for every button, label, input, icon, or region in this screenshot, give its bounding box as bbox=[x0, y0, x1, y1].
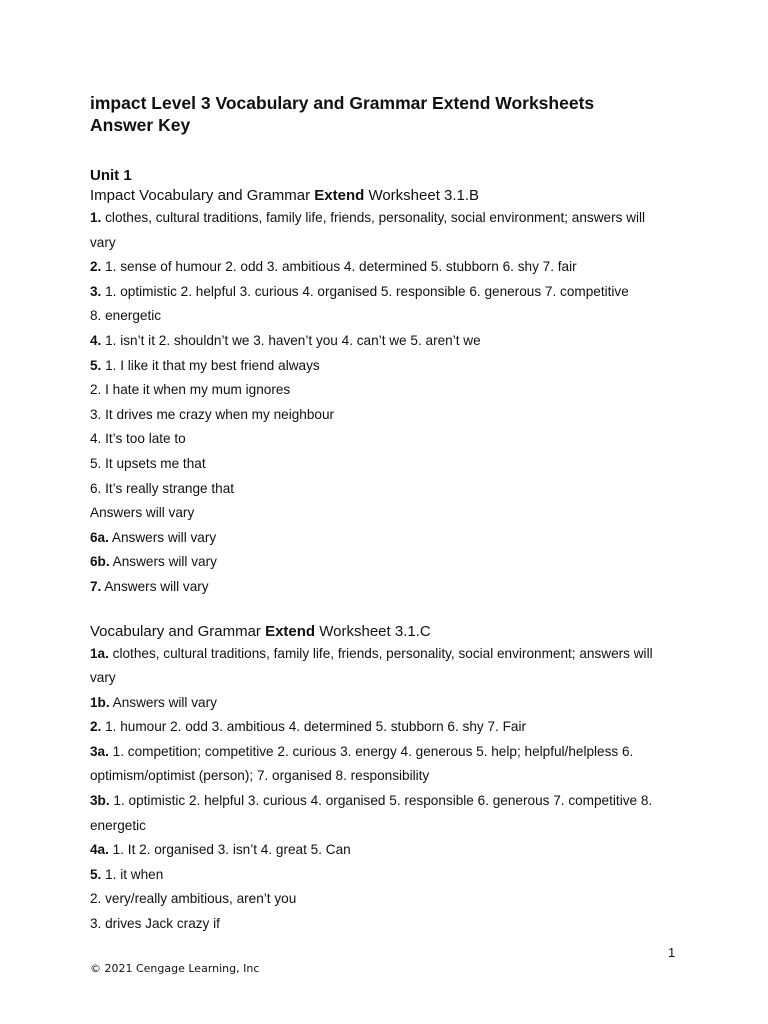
worksheet-heading-emphasis: Extend bbox=[314, 187, 365, 204]
question-number: 6a. bbox=[90, 529, 109, 545]
answer-line bbox=[90, 427, 690, 452]
answer-text: 1. I like it that my best friend always bbox=[101, 357, 320, 373]
answer-text: 3. drives Jack crazy if bbox=[90, 916, 220, 932]
answer-text: 1. sense of humour 2. odd 3. ambitious 4. determined 5. stubborn 6. shy 7. fair bbox=[101, 259, 577, 275]
question-number: 2. bbox=[90, 719, 102, 735]
answer-line bbox=[90, 814, 690, 839]
worksheet-heading bbox=[90, 186, 690, 206]
title-line-2: Answer Key bbox=[90, 115, 191, 135]
answer-key-page bbox=[90, 92, 690, 937]
answer-text: 1. it when bbox=[101, 866, 164, 882]
answer-text: 1. competition; competitive 2. curious 3. energy 4. generous 5. help; helpful/helpless 6. bbox=[108, 743, 634, 759]
question-number: 4a. bbox=[90, 842, 109, 858]
answer-text: Answers will vary bbox=[109, 694, 217, 710]
question-number: 3b. bbox=[90, 793, 110, 809]
document-title bbox=[90, 92, 690, 136]
question-number: 3. bbox=[90, 283, 102, 299]
answer-line bbox=[90, 887, 690, 912]
answer-line bbox=[90, 255, 690, 280]
answer-line bbox=[90, 403, 690, 428]
answer-text: 2. I hate it when my mum ignores bbox=[90, 382, 291, 398]
title-line-1: impact Level 3 Vocabulary and Grammar Extend Worksheets bbox=[90, 93, 595, 113]
answer-line bbox=[90, 789, 690, 814]
answer-line bbox=[90, 740, 690, 765]
worksheet-heading bbox=[90, 622, 690, 642]
answer-text: 1. optimistic 2. helpful 3. curious 4. organised 5. responsible 6. generous 7. competitive bbox=[101, 283, 629, 299]
question-number: 5. bbox=[90, 357, 102, 373]
answer-text: 1. humour 2. odd 3. ambitious 4. determined 5. stubborn 6. shy 7. Fair bbox=[101, 719, 527, 735]
answer-line bbox=[90, 452, 690, 477]
answer-text: 2. very/really ambitious, aren’t you bbox=[90, 891, 297, 907]
worksheet-heading-text: Vocabulary and Grammar bbox=[90, 622, 266, 640]
answer-text: Answers will vary bbox=[109, 554, 217, 570]
answer-text: vary bbox=[90, 234, 116, 250]
answer-line bbox=[90, 231, 690, 256]
question-number: 1. bbox=[90, 210, 102, 225]
worksheet-heading-text: Impact Vocabulary and Grammar bbox=[90, 187, 315, 204]
answer-text: vary bbox=[90, 670, 116, 686]
worksheet-sections bbox=[90, 186, 690, 937]
unit-heading: Unit 1 bbox=[90, 167, 132, 184]
answer-line bbox=[90, 642, 690, 667]
answer-line bbox=[90, 691, 690, 716]
question-number: 7. bbox=[90, 578, 102, 594]
question-number: 1b. bbox=[90, 694, 110, 710]
answer-text: 6. It’s really strange that bbox=[90, 480, 235, 496]
question-number: 5. bbox=[90, 866, 102, 882]
answer-line bbox=[90, 764, 690, 789]
worksheet-heading-emphasis: Extend bbox=[265, 622, 316, 640]
page-number: 1 bbox=[668, 945, 676, 960]
answer-text: 5. It upsets me that bbox=[90, 455, 206, 471]
answer-text: 4. It’s too late to bbox=[90, 431, 186, 447]
answer-text: optimism/optimist (person); 7. organised 8. responsibility bbox=[90, 768, 430, 784]
answer-line bbox=[90, 477, 690, 502]
copyright-footer: © 2021 Cengage Learning, Inc bbox=[90, 962, 260, 975]
answer-line bbox=[90, 206, 690, 231]
answer-text: clothes, cultural traditions, family life, friends, personality, social environment; answers will bbox=[108, 645, 653, 661]
answer-line bbox=[90, 354, 690, 379]
answer-line bbox=[90, 838, 690, 863]
answer-text: clothes, cultural traditions, family life, friends, personality, social environment; answers will bbox=[101, 210, 646, 225]
question-number: 2. bbox=[90, 259, 102, 275]
answer-text: Answers will vary bbox=[101, 578, 209, 594]
question-number: 1a. bbox=[90, 645, 109, 661]
answer-line bbox=[90, 550, 690, 575]
answer-line bbox=[90, 666, 690, 691]
answer-line bbox=[90, 526, 690, 551]
answer-text: 8. energetic bbox=[90, 308, 162, 324]
answer-line bbox=[90, 912, 690, 937]
answer-line bbox=[90, 304, 690, 329]
worksheet-heading-text: Worksheet 3.1.B bbox=[364, 187, 480, 204]
question-number: 4. bbox=[90, 332, 102, 348]
worksheet-heading-text: Worksheet 3.1.C bbox=[315, 622, 431, 640]
answer-text: 1. isn’t it 2. shouldn’t we 3. haven’t you 4. can’t we 5. aren’t we bbox=[101, 332, 481, 348]
question-number: 6b. bbox=[90, 554, 110, 570]
answer-line bbox=[90, 715, 690, 740]
answer-text: Answers will vary bbox=[108, 529, 217, 545]
answer-line bbox=[90, 575, 690, 600]
question-number: 3a. bbox=[90, 743, 109, 759]
answer-text: 3. It drives me crazy when my neighbour bbox=[90, 406, 335, 422]
answer-line bbox=[90, 329, 690, 354]
answer-line bbox=[90, 280, 690, 305]
answer-text: Answers will vary bbox=[90, 505, 195, 521]
answer-line bbox=[90, 378, 690, 403]
answer-line bbox=[90, 863, 690, 888]
answer-text: 1. It 2. organised 3. isn’t 4. great 5. Can bbox=[108, 842, 351, 858]
answer-line bbox=[90, 501, 690, 526]
answer-text: energetic bbox=[90, 817, 146, 833]
answer-text: 1. optimistic 2. helpful 3. curious 4. organised 5. responsible 6. generous 7. competitive 8. bbox=[109, 793, 653, 809]
